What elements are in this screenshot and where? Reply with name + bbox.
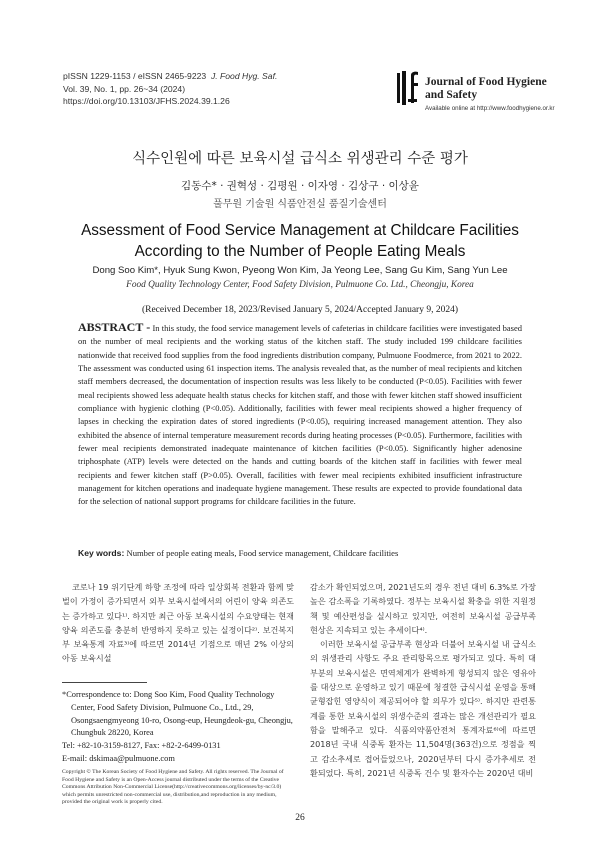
journal-title-line1: Journal of Food Hygiene: [425, 76, 547, 88]
english-title: Assessment of Food Service Management at Childcare Facilities According to the Number of People Eating Meals: [81, 222, 519, 260]
body-paragraph: 코로나 19 위기단계 하향 조정에 따라 일상회복 전환과 함께 맞벌이 가정이 증가되면서 외부 보육시설에서의 어린이 양육 의존도는 증가하고 있다¹⁾. 하지만 최근 아동 보육시설의 수요양태는 현재 양육 의존도를 충분히 반영하지 못하고 있는 실정이다²⁾. 보건복지부 보육통계 자료³⁾에 따르면 2014년 기점으로 매년 2% 이상의 아동 보육시설: [62, 582, 294, 664]
keywords-label: Key words:: [78, 548, 125, 558]
body-paragraph: 감소가 확인되었으며, 2021년도의 경우 전년 대비 6.3%로 가장 높은 감소폭을 기록하였다. 정부는 보육시설 확충을 위한 지원정책 및 예산편성을 실시하고 있지만, 여전히 보육시설 공급부족 현상은 지속되고 있는 추세이다⁴⁾.: [310, 582, 536, 635]
correspondence-email[interactable]: E-mail: dskimaa@pulmuone.com: [62, 753, 175, 763]
abstract-label: ABSTRACT -: [78, 320, 151, 334]
body-column-left: [62, 580, 294, 666]
korean-affiliation: 풀무원 기술원 식품안전실 품질기술센터: [213, 199, 387, 210]
body-paragraph: 이러한 보육시설 공급부족 현상과 더불어 보육시설 내 급식소의 위생관리 사항도 주요 관리항목으로 평가되고 있다. 특히 대부분의 보육시설은 면역체계가 완벽하게 형성되지 않은 영유아를 대상으로 운영하고 있기 때문에 청결한 급식시설 운영을 통해 균형잡힌 영양식이 제공되어야 할 의무가 있다⁵⁾. 하지만 관련통계를 통한 보육시설의 위생수준의 결과는 많은 개선관리가 필요함을 말해주고 있다. 식품의약품안전처 통계자료⁶⁾에 따르면 2018년 국내 식중독 환자는 11,504명(363건)으로 정점을 찍고 감소추세로 접어들었으나, 2020년부터 다시 증가추세로 전환되었다. 특히, 2021년 식중독 건수 및 환자수는 2020년 대비: [310, 639, 536, 778]
journal-url[interactable]: Available online at http://www.foodhygiene.or.kr: [425, 105, 555, 112]
journal-abbrev: J. Food Hyg. Saf.: [210, 71, 278, 81]
english-affiliation: Food Quality Technology Center, Food Safety Division, Pulmuone Co. Ltd., Cheongju, Korea: [126, 280, 474, 290]
keywords: [78, 548, 522, 558]
received-dates: (Received December 18, 2023/Revised January 5, 2024/Accepted January 9, 2024): [141, 305, 459, 315]
abstract-text: In this study, the food service management levels of cafeterias in childcare facilities were investigated based on the number of meal recipients and the working status of the kitchen staff. The study included 199 childcare facilities nationwide that received food supplies from the food ingredients distribution company, Pulmuone Foodmerce, from 2021 to 2022. The assessment was conducted using 61 inspection items. The analysis revealed that, as the number of meal recipients and kitchen staff members decreased, the documentation of inspection results was less likely to be conducted (P<0.05). Facilities with fewer meal recipients showed less adequate health status checks for kitchen staff, and those with fewer kitchen staff showed insufficient compliance with hygienic clothing (P<0.05). Additionally, facilities with fewer meal recipients showed a higher frequency of lapses in checking the expiration dates of stored ingredients (P<0.05), requiring increased management attention. They also exhibited the absence of internal temperature measurement records during heating processes (P<0.05). Furthermore, facilities with fewer meal recipients demonstrated inadequate maintenance of kitchen facilities (P<0.05). Significantly higher adenosine triphosphate (ATP) levels were detected on the hands and cutting boards of the kitchen staff in facilities with fewer meal recipients and fewer kitchen staff (P>0.05). Overall, facilities with fewer meal recipients exhibited insufficient infrastructure management for kitchen operations and inadequate hygiene management. These results are expected to provide foundational data for the selection of national support programs for childcare facilities in the future.: [78, 323, 522, 507]
journal-title-block: [425, 76, 547, 102]
footnote-divider: [62, 682, 147, 683]
volume-line: Vol. 39, No. 1, pp. 26~34 (2024): [63, 83, 186, 94]
page-number: 26: [295, 813, 305, 823]
journal-citation-block: [63, 70, 277, 108]
body-column-right: [310, 580, 536, 780]
correspondence-line: Osongsaengmyeong 10-ro, Osong-eup, Heungdeok-gu, Cheongju,: [71, 715, 293, 725]
keywords-text: Number of people eating meals, Food service management, Childcare facilities: [126, 548, 399, 558]
correspondence-line: *Correspondence to: Dong Soo Kim, Food Quality Technology: [62, 690, 275, 699]
correspondence-footnote: [62, 689, 294, 766]
doi-link[interactable]: https://doi.org/10.13103/JFHS.2024.39.1.26: [63, 96, 230, 106]
correspondence-line: Chungbuk 28220, Korea: [71, 728, 154, 738]
english-authors: Dong Soo Kim*, Hyuk Sung Kwon, Pyeong Won Kim, Ja Yeong Lee, Sang Gu Kim, Sang Yun Lee: [92, 265, 508, 276]
abstract: [78, 321, 522, 509]
issn-line: pISSN 1229-1153 / eISSN 2465-9223: [63, 71, 207, 81]
correspondence-line: Tel: +82-10-3159-8127, Fax: +82-2-6499-0131: [62, 741, 221, 751]
correspondence-line: Center, Food Safety Division, Pulmuone Co., Ltd., 29,: [71, 702, 254, 712]
korean-title: 식수인원에 따른 보육시설 급식소 위생관리 수준 평가: [132, 151, 468, 167]
copyright-notice: Copyright © The Korean Society of Food Hygiene and Safety. All rights reserved. The Journal of Food Hygiene and Safety is an Open-Access journal distributed under the terms of the Creative Commons Attribution Non-Commercial License(http://creativecommons.org/licenses/by-nc/3.0) which permits unrestricted non-commercial use, distribution,and reproduction in any medium, provided the original work is properly cited.: [62, 769, 284, 806]
korean-authors: 김동수* · 권혁성 · 김평원 · 이자영 · 김상구 · 이상윤: [181, 180, 419, 192]
journal-title-line2: and Safety: [425, 89, 478, 101]
